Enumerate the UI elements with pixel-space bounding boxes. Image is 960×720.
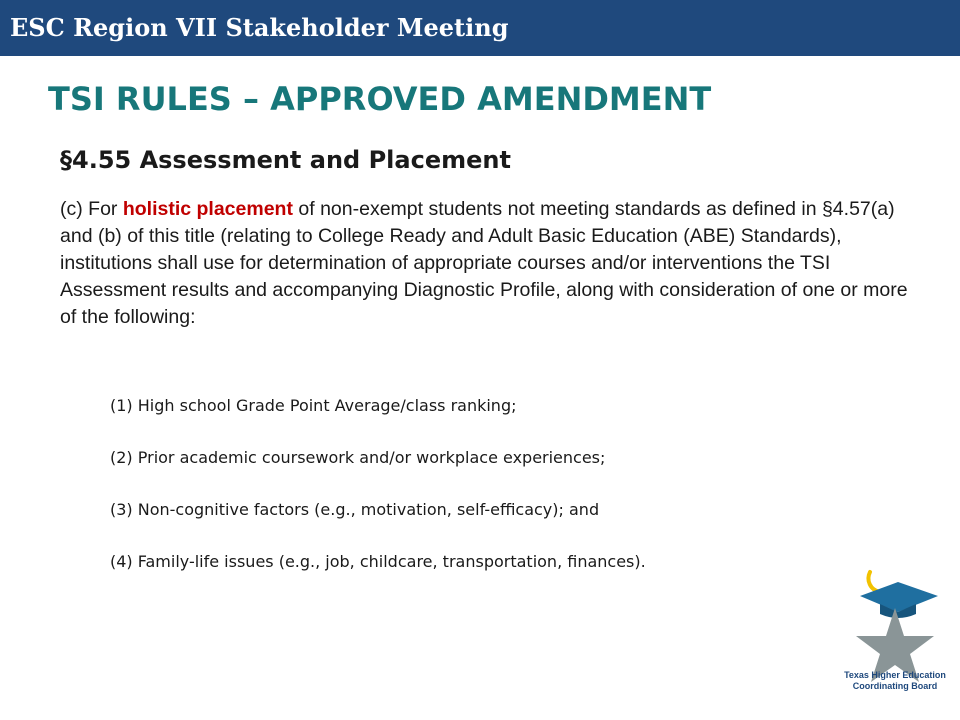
header-title: ESC Region VII Stakeholder Meeting <box>10 13 509 42</box>
slide-title: TSI RULES – APPROVED AMENDMENT <box>48 80 712 118</box>
criteria-list <box>110 396 870 604</box>
logo-line1: Texas Higher Education <box>844 670 946 680</box>
header-bar <box>0 0 960 56</box>
paragraph-rest: of non-exempt students not meeting standards as defined in §4.57(a) and (b) of this title (relating to College Ready and Adult Basic Education (ABE) Standards), institutions shall use for determination of appropriate courses and/or interventions the TSI Assessment results and accompanying Diagnostic Profile, along with consideration of one or more of the following: <box>60 198 908 328</box>
tassel-icon <box>868 572 880 592</box>
list-item: (2) Prior academic coursework and/or workplace experiences; <box>110 448 606 467</box>
logo-line2: Coordinating Board <box>852 681 938 691</box>
paragraph-highlight: holistic placement <box>122 198 293 220</box>
body-paragraph <box>60 196 920 331</box>
paragraph-prefix: (c) For <box>60 198 123 220</box>
list-item: (4) Family-life issues (e.g., job, childcare, transportation, finances). <box>110 552 646 571</box>
logo-caption <box>840 670 950 692</box>
section-heading: §4.55 Assessment and Placement <box>60 146 511 174</box>
list-item: (3) Non-cognitive factors (e.g., motivation, self-efficacy); and <box>110 500 600 519</box>
list-item: (1) High school Grade Point Average/class ranking; <box>110 396 517 415</box>
